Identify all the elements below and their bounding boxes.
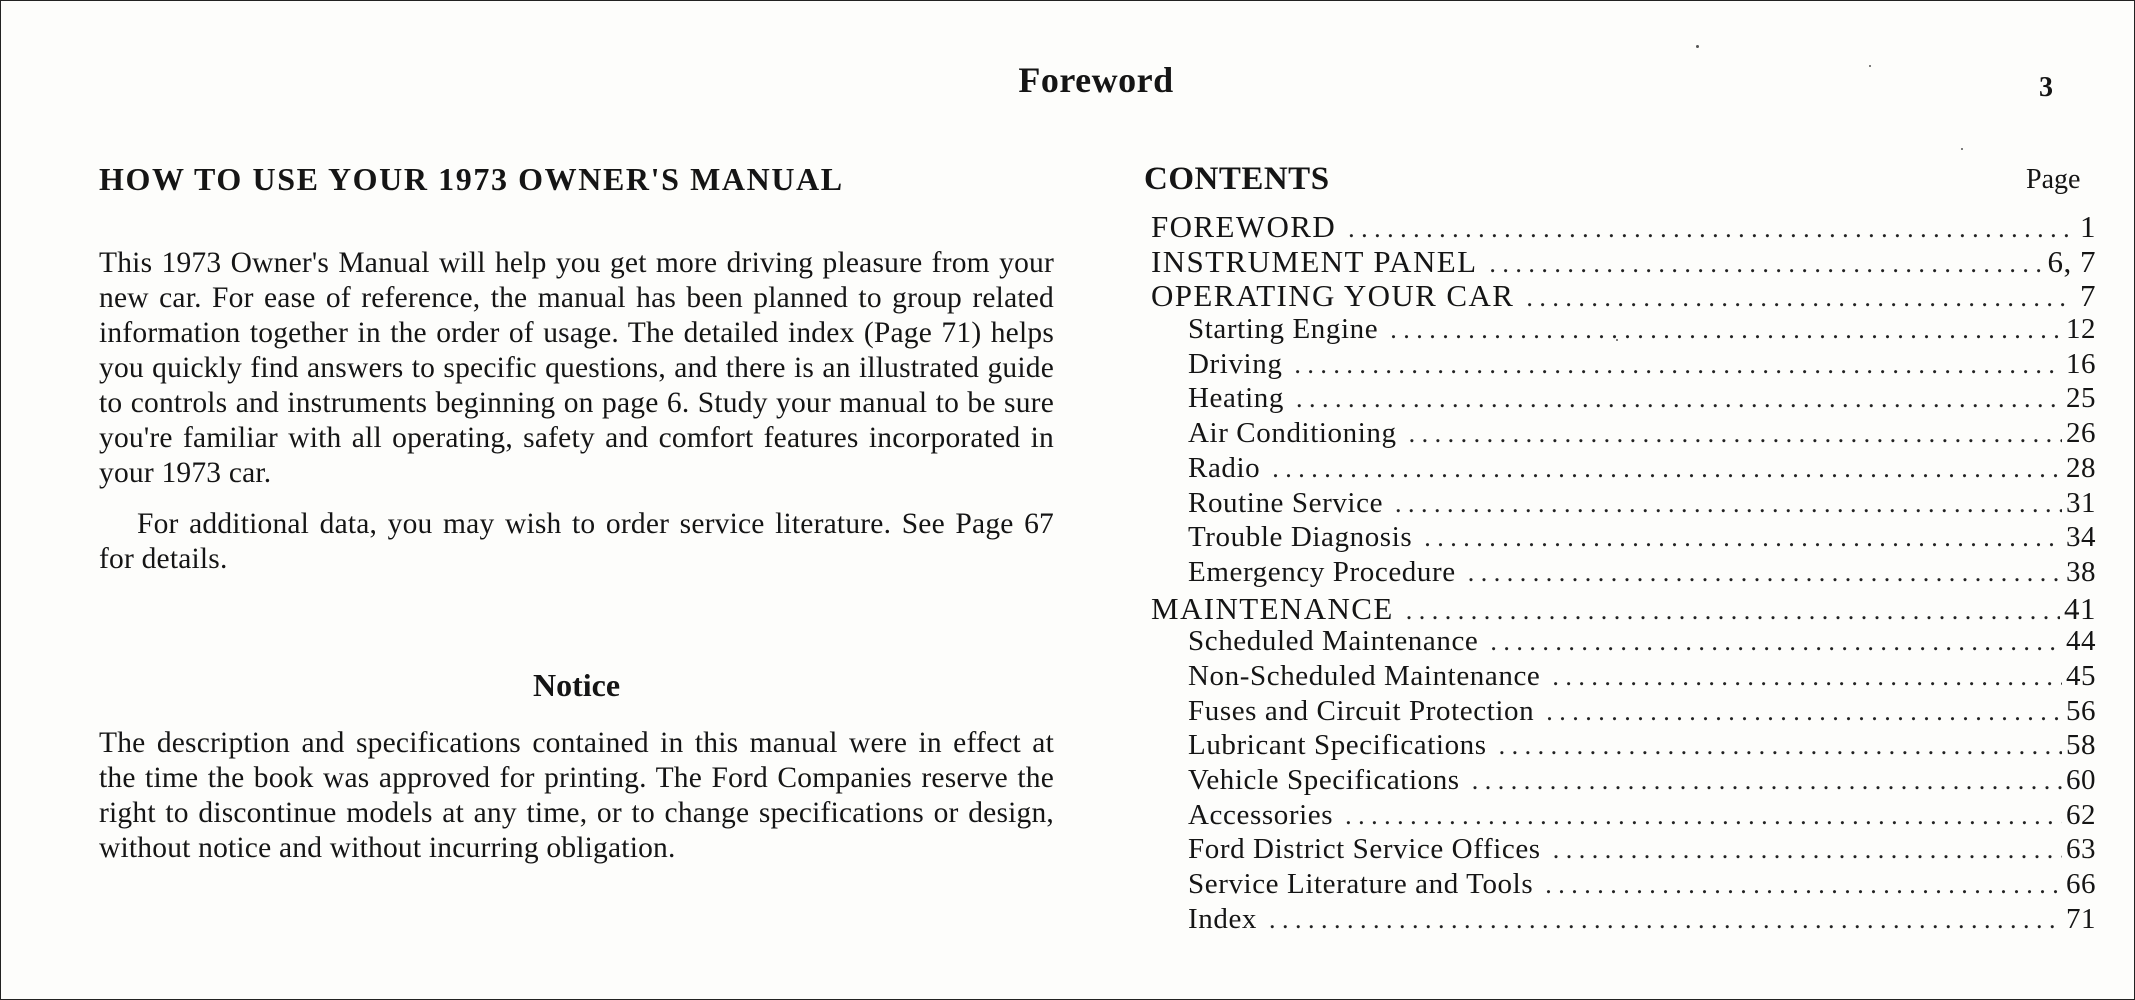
toc-dot-leader [1348, 214, 2072, 244]
toc-entry [1151, 868, 2096, 903]
toc-entry-page: 66 [2066, 868, 2096, 901]
toc-entry [1151, 244, 2096, 279]
scan-speck [1696, 45, 1699, 48]
page-title: Foreword [1018, 60, 1174, 100]
scan-speck [1961, 148, 1963, 150]
intro-text [99, 246, 1054, 577]
toc-entry [1151, 278, 2096, 313]
toc-entry-label: FOREWORD [1151, 209, 1337, 244]
toc-entry [1151, 521, 2096, 556]
page-number: 3 [2039, 72, 2053, 103]
toc-dot-leader [1296, 384, 2062, 414]
toc-entry-label: Starting Engine [1188, 313, 1379, 346]
toc-dot-leader [1552, 662, 2062, 692]
toc-entry-label: Index [1188, 902, 1258, 935]
toc-entry-label: Radio [1188, 451, 1261, 484]
toc-entry-label: Heating [1188, 382, 1285, 415]
toc-dot-leader [1545, 870, 2062, 900]
scan-speck [1616, 339, 1618, 341]
toc-entry-page: 26 [2066, 417, 2096, 450]
table-of-contents [1151, 209, 2096, 937]
toc-entry [1151, 833, 2096, 868]
toc-dot-leader [1390, 315, 2062, 345]
toc-entry-label: INSTRUMENT PANEL [1151, 243, 1478, 279]
toc-entry-page: 44 [2066, 625, 2096, 658]
toc-entry [1151, 625, 2096, 660]
toc-dot-leader [1489, 249, 2043, 279]
toc-entry-label: Accessories [1188, 798, 1334, 831]
toc-entry [1151, 591, 2096, 626]
toc-entry-label: Trouble Diagnosis [1188, 521, 1413, 554]
scan-speck [1869, 65, 1871, 67]
toc-dot-leader [1468, 558, 2062, 588]
toc-entry-label: Service Literature and Tools [1188, 868, 1534, 901]
toc-entry [1151, 660, 2096, 695]
toc-entry [1151, 556, 2096, 591]
toc-entry-label: Emergency Procedure [1188, 555, 1456, 588]
toc-entry [1151, 382, 2096, 417]
toc-entry-page: 58 [2066, 729, 2096, 762]
toc-dot-leader [1499, 731, 2062, 761]
toc-entry-label: Non-Scheduled Maintenance [1188, 659, 1541, 692]
toc-entry-page: 31 [2066, 486, 2096, 519]
toc-dot-leader [1490, 627, 2062, 657]
section-heading: HOW TO USE YOUR 1973 OWNER'S MANUAL [99, 161, 844, 197]
toc-entry [1151, 695, 2096, 730]
toc-entry [1151, 764, 2096, 799]
toc-entry-page: 1 [2080, 209, 2096, 244]
toc-dot-leader [1395, 489, 2062, 519]
toc-dot-leader [1546, 697, 2062, 727]
toc-entry [1151, 417, 2096, 452]
toc-entry-page: 28 [2066, 451, 2096, 484]
additional-paragraph: For additional data, you may wish to order service literature. See Page 67 for details. [99, 508, 1054, 575]
toc-entry-label: Air Conditioning [1188, 417, 1397, 450]
toc-entry-label: Ford District Service Offices [1188, 833, 1541, 866]
toc-entry-page: 34 [2066, 521, 2096, 554]
toc-entry-page: 6, 7 [2047, 243, 2096, 279]
toc-entry-label: Driving [1188, 347, 1283, 380]
toc-entry-page: 56 [2066, 694, 2096, 727]
toc-dot-leader [1526, 283, 2072, 313]
toc-dot-leader [1294, 350, 2062, 380]
toc-dot-leader [1269, 905, 2062, 935]
toc-entry-page: 71 [2066, 902, 2096, 935]
toc-dot-leader [1345, 801, 2062, 831]
toc-entry-page: 60 [2066, 764, 2096, 796]
toc-entry-page: 41 [2064, 590, 2096, 626]
toc-entry-page: 16 [2066, 347, 2096, 380]
contents-heading: CONTENTS [1144, 161, 1330, 197]
toc-entry-page: 7 [2080, 278, 2096, 314]
toc-entry-label: OPERATING YOUR CAR [1151, 278, 1515, 314]
toc-dot-leader [1472, 766, 2062, 796]
toc-entry [1151, 487, 2096, 522]
toc-entry-label: Scheduled Maintenance [1188, 625, 1479, 658]
notice-text: The description and specifications contained in this manual were in effect at the time the book was approved for printing. The Ford Companies reserve the right to discontinue models at any time, or to change specifications or design, without notice and without incurring obligation. [99, 727, 1054, 864]
toc-dot-leader [1424, 523, 2062, 553]
toc-entry-label: MAINTENANCE [1151, 590, 1394, 626]
toc-entry-page: 25 [2066, 382, 2096, 415]
toc-entry-label: Vehicle Specifications [1188, 764, 1460, 796]
toc-entry [1151, 209, 2096, 244]
notice-heading: Notice [532, 667, 621, 703]
toc-dot-leader [1272, 454, 2062, 484]
toc-entry-page: 12 [2066, 313, 2096, 346]
toc-entry [1151, 729, 2096, 764]
page-column-label: Page [2026, 164, 2081, 195]
toc-entry-page: 38 [2066, 555, 2096, 588]
intro-paragraph: This 1973 Owner's Manual will help you get more driving pleasure from your new car. For ease of reference, the manual has been planned to group related information together in the order of usage. The detailed index (Page 71) helps you quickly find answers to specific questions, and there is an illustrated guide to controls and instruments beginning on page 6. Study your manual to be sure you're familiar with all operating, safety and comfort features incorporated in your 1973 car. [99, 247, 1054, 489]
toc-entry-page: 63 [2066, 833, 2096, 866]
toc-entry [1151, 452, 2096, 487]
toc-entry-page: 45 [2066, 659, 2096, 692]
toc-entry [1151, 313, 2096, 348]
toc-entry-label: Routine Service [1188, 486, 1384, 519]
toc-entry-page: 62 [2066, 798, 2096, 831]
toc-entry [1151, 799, 2096, 834]
toc-entry [1151, 903, 2096, 938]
toc-entry-label: Lubricant Specifications [1188, 729, 1487, 762]
left-column [99, 161, 1054, 866]
toc-entry [1151, 348, 2096, 383]
toc-dot-leader [1406, 596, 2060, 626]
toc-dot-leader [1553, 835, 2062, 865]
toc-entry-label: Fuses and Circuit Protection [1188, 694, 1535, 727]
toc-dot-leader [1409, 419, 2062, 449]
